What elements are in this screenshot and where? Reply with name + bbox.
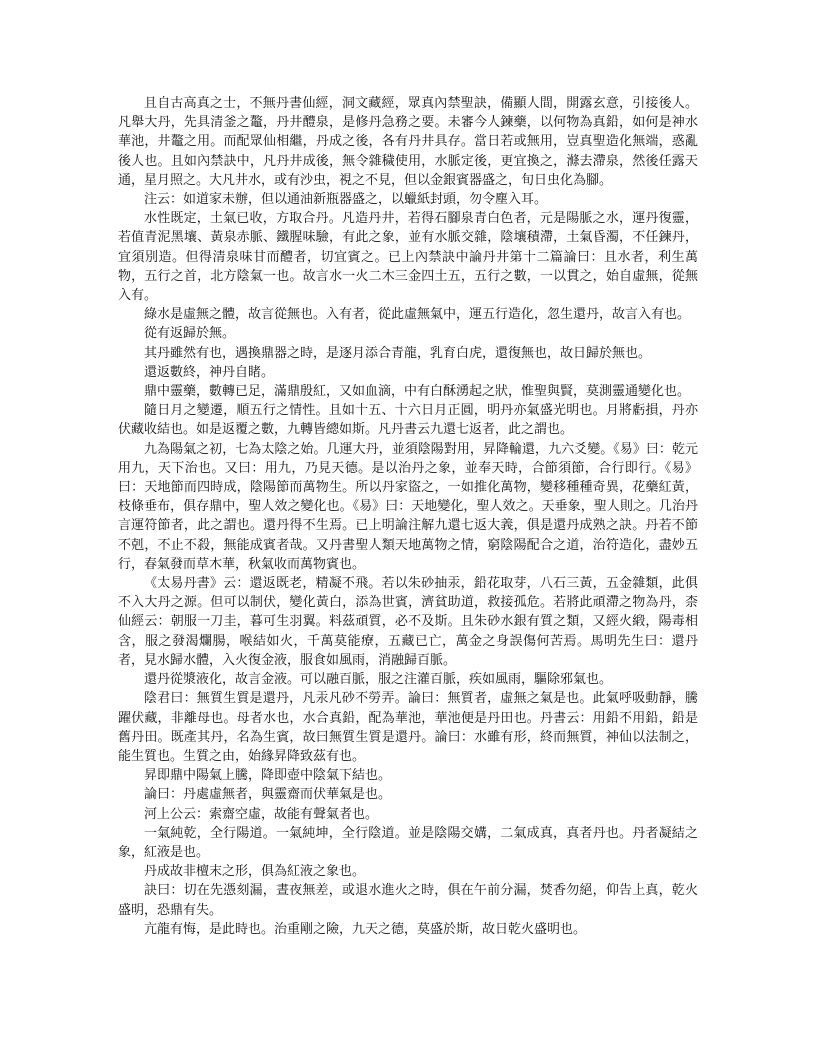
paragraph: 論曰：丹處虛無者，與靈齋而伏華氣是也。: [144, 787, 392, 803]
paragraph: 亢龍有悔，是此時也。治重剛之險，九天之德，莫盛於斯，故日乾火盛明也。: [144, 921, 587, 937]
paragraph: 陰君曰：無質生質是還丹，凡汞凡砂不勞弄。論曰：無質者，虛無之氣是也。此氣呼吸動靜，騰躍伏藏，非離母也。母者水也，水合真鉛，配為華池，華池便是丹田也。丹書云：用鉛不用鉛，鉛是舊丹田。既產其丹，名為生賓，故曰無質生質是還丹。論曰：水雖有形，終而無質，神仙以法制之，能生質也。生質之由，始緣昇降致茲有也。: [118, 691, 698, 764]
document-page: [118, 94, 698, 939]
paragraph: 綠水是虛無之體，故言從無也。入有者，從此虛無氣中，運五行造化，忽生還丹，故言入有也。: [144, 307, 691, 323]
paragraph: 注云：如道家未辦，但以通油新瓶器盛之，以蠟紙封頭，勿令塵入耳。: [144, 192, 548, 208]
paragraph: 九為陽氣之初，七為太陰之始。几運大丹，並須陰陽對用，昇降輪還，九六爻變。《易》曰：乾元用九，天下治也。又曰：用九，乃見天德。是以治丹之象，並奉天時，合節須節，合行即行。《易》曰：天地節而四時成，陰陽節而萬物生。所以丹家盜之，一如推化萬物，變移種種奇異，花藥紅黃，枝條垂布，俱存鼎中，聖人效之變化也。《易》曰：天地變化，聖人效之。天垂象，聖人則之。几治丹言運符節者，此之謂也。還丹得不生焉。已上明論注解九還七返大義，俱是還丹成熟之訣。丹若不節不剋，不止不殺，無能成賓者哉。又丹書聖人類天地萬物之情，窮陰陽配合之道，治符造化，盡妙五行，春氣發而草木華，秋氣收而萬物賓也。: [118, 441, 698, 572]
paragraph: 其丹雖然有也，遇換鼎器之時，是逐月添合青龍，乳育白虎，還復無也，故日歸於無也。: [144, 345, 652, 361]
paragraph: 鼎中靈藥，數轉已足，滿鼎殷紅，又如血滴，中有白酥湧起之狀，惟聖與賢，莫測靈通變化也。: [144, 384, 691, 400]
paragraph: 訣曰：切在先憑刻漏，晝夜無差，或退水進火之時，俱在午前分漏，焚香勿絕，仰告上真，乾火盛明，恐鼎有失。: [118, 883, 698, 918]
paragraph: 還丹從漿液化，故言金液。可以融百脈，服之注灌百脈，疾如風雨，驅除邪氣也。: [144, 672, 613, 688]
paragraph: 一氣純乾，全行陽道。一氣純坤，全行陰道。並是陰陽交媾，二氣成真，真者丹也。丹者凝結之象，紅液是也。: [118, 825, 698, 860]
paragraph: 《太易丹書》云：還返既老，精凝不飛。若以朱砂抽汞，鉛花取芽，八石三黃，五金雜類，此俱不入大丹之源。但可以制伏，變化黃白，添為世賓，濟貧助道，救接孤危。若將此頑滯之物為丹，柰仙經云：朝服一刀圭，暮可生羽翼。料茲頑質，必不及斯。且朱砂水銀有質之類，又經火緞，陽毒相含，服之發渴爛腸，喉結如火，千萬莫能療，五藏已亡，萬金之身誤傷何苦焉。馬明先生曰：還丹者，見水歸水體，入火復金液，服食如風雨，消融歸百脈。: [118, 576, 698, 668]
paragraph: 昇即鼎中陽氣上騰，降即壺中陰氣下結也。: [144, 768, 392, 784]
paragraph: 還返數終，神丹自睹。: [144, 364, 275, 380]
paragraph: 隨日月之變遷，順五行之情性。且如十五、十六日月正圓，明丹亦氣盛光明也。月將虧損，丹亦伏藏收結也。如是返覆之數，九轉皆總如斯。凡丹書云九還七返者，此之謂也。: [118, 403, 698, 438]
paragraph: 丹成故非檀末之形，俱為紅液之象也。: [144, 864, 366, 880]
paragraph: 水性既定，土氣已收，方取合丹。凡造丹井，若得石腳泉青白色者，元是陽脈之水，運丹復靈，若值青泥黑壤、黃泉赤脈、鐵腥味驗，有此之象，並有水脈交雜，陰壤積滯，土氣昏濁，不任鍊丹，宜須別造。但得清泉味甘而醴者，切宜賓之。已上內禁訣中論丹井第十二篇論曰：且水者，利生萬物，五行之首，北方陰氣一也。故言水一火二木三金四土五，五行之數，一以貫之，始自虛無，從無入有。: [118, 211, 698, 304]
paragraph: 且自古高真之士，不無丹書仙經，洞文藏經，眾真內禁聖訣，備顯人間，開露玄意，引接後人。凡舉大丹，先具清釜之鼇，丹井醴泉，是修丹急務之要。未審今人鍊藥，以何物為真鉛，如何是神水華池，井鼇之用。而配眾仙相繼，丹成之後，各有丹井具存。當日若或無用，豈真聖造化無端，惑亂後人也。且如內禁訣中，凡丹井成後，無令雜穢使用，水脈定後，更宜換之，滌去滯泉，然後任露天通，星月照之。大凡井水，或有沙虫，視之不見，但以金銀賓器盛之，旬日虫化為腳。: [118, 96, 698, 188]
paragraph: 河上公云：索齋空虛，故能有聲氣者也。: [144, 806, 379, 822]
paragraph: 從有返歸於無。: [144, 326, 236, 342]
